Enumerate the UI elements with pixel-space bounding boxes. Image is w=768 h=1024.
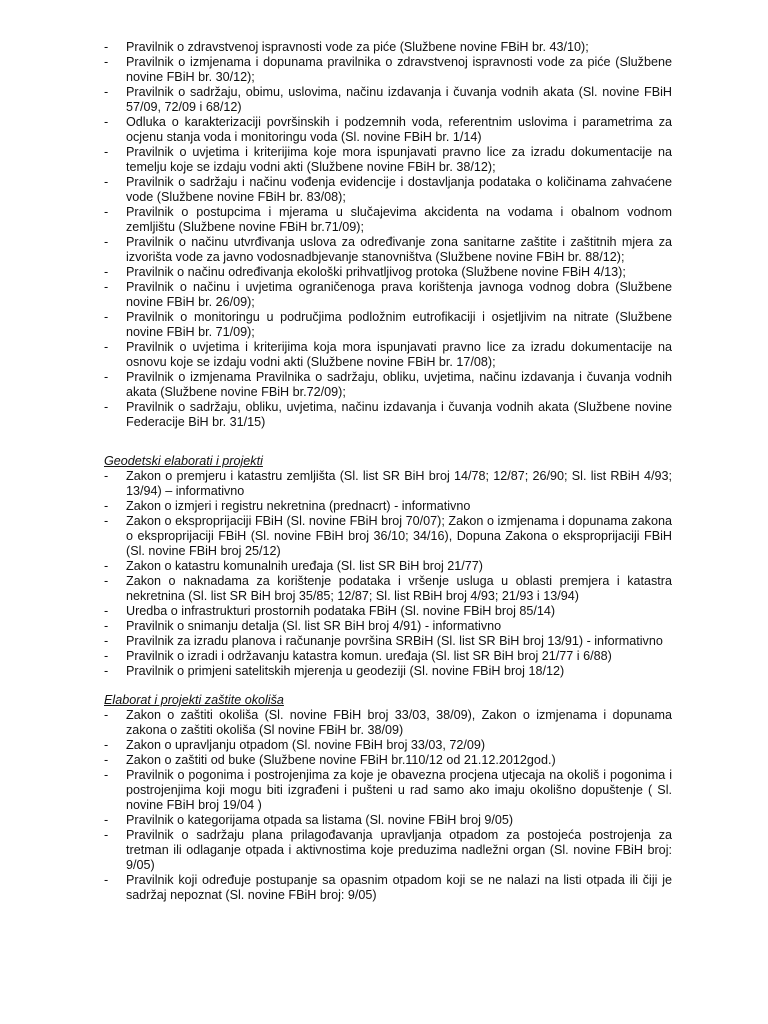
list-item: - Pravilnik o uvjetima i kriterijima koje mora ispunjavati pravno lice za izradu dokumentacije na temelju koje se izdaju vodni akti (Službene novine FBiH br. 38/12);: [104, 145, 672, 175]
list-item: - Pravilnik o pogonima i postrojenjima za koje je obavezna procjena utjecaja na okoliš i pogonima i postrojenjima koji mogu biti izgrađeni i pušteni u rad samo ako imaju okolišno dopuštenje ( Sl. novine FBiH broj 19/04 ): [104, 768, 672, 813]
list-item: - Pravilnik koji određuje postupanje sa opasnim otpadom koji se ne nalazi na listi otpada ili čiji je sadržaj nepoznat (Sl. novine FBiH broj: 9/05): [104, 873, 672, 903]
list-item: - Pravilnik o izradi i održavanju katastra komun. uređaja (Sl. list SR BiH broj 21/77 i 6/88): [104, 649, 672, 664]
list-item: - Pravilnik o sadržaju, obliku, uvjetima, načinu izdavanja i čuvanja vodnih akata (Službene novine Federacije BiH br. 31/15): [104, 400, 672, 430]
list-item: - Pravilnik o primjeni satelitskih mjerenja u geodeziji (Sl. novine FBiH broj 18/12): [104, 664, 672, 679]
list-item: - Zakon o katastru komunalnih uređaja (Sl. list SR BiH broj 21/77): [104, 559, 672, 574]
list-item: - Pravilnik o načinu određivanja ekološki prihvatljivog protoka (Službene novine FBiH 4/13);: [104, 265, 672, 280]
list-item: - Pravilnik o izmjenama i dopunama pravilnika o zdravstvenoj ispravnosti vode za piće (Službene novine FBiH br. 30/12);: [104, 55, 672, 85]
water-regulations-list: [104, 40, 672, 430]
list-item: - Pravilnik o načinu i uvjetima ograničenoga prava korištenja javnoga vodnog dobra (Službene novine FBiH br. 26/09);: [104, 280, 672, 310]
list-item: - Pravilnik o kategorijama otpada sa listama (Sl. novine FBiH broj 9/05): [104, 813, 672, 828]
list-item: - Pravilnik za izradu planova i računanje površina SRBiH (Sl. list SR BiH broj 13/91) - informativno: [104, 634, 672, 649]
list-item: - Pravilnik o monitoringu u područjima podložnim eutrofikaciji i osjetljivim na nitrate (Službene novine FBiH br. 71/09);: [104, 310, 672, 340]
list-item: - Zakon o zaštiti od buke (Službene novine FBiH br.110/12 od 21.12.2012god.): [104, 753, 672, 768]
list-item: - Pravilnik o načinu utvrđivanja uslova za određivanje zona sanitarne zaštite i zaštitnih mjera za izvorišta vode za javno vodosnadbjevanje stanovništva (Službene novine FBiH br. 88/12);: [104, 235, 672, 265]
list-item: - Pravilnik o sadržaju i načinu vođenja evidencije i dostavljanja podataka o količinama zahvaćene vode (Službene novine FBiH br. 83/08);: [104, 175, 672, 205]
list-item: - Pravilnik o uvjetima i kriterijima koja mora ispunjavati pravno lice za izradu dokumentacije na osnovu koje se izdaju vodni akti (Službene novine FBiH br. 17/08);: [104, 340, 672, 370]
list-item: - Uredba o infrastrukturi prostornih podataka FBiH (Sl. novine FBiH broj 85/14): [104, 604, 672, 619]
list-item: - Zakon o upravljanju otpadom (Sl. novine FBiH broj 33/03, 72/09): [104, 738, 672, 753]
section-heading-environment: Elaborat i projekti zaštite okoliša: [104, 693, 284, 707]
list-item: - Odluka o karakterizaciji površinskih i podzemnih voda, referentnim uslovima i parametrima za ocjenu stanja voda i monitoringu voda (Sl. novine FBiH br. 1/14): [104, 115, 672, 145]
list-item: - Pravilnik o zdravstvenoj ispravnosti vode za piće (Službene novine FBiH br. 43/10);: [104, 40, 672, 55]
list-item: - Zakon o naknadama za korištenje podataka i vršenje usluga u oblasti premjera i katastra nekretnina (Sl. list SR BiH broj 35/85; 12/87; Sl. list RBiH broj 4/93; 21/93 i 13/94): [104, 574, 672, 604]
environment-regulations-list: [104, 708, 672, 903]
list-item: - Pravilnik o postupcima i mjerama u slučajevima akcidenta na vodama i obalnom vodnom zemljištu (Službene novine FBiH br.71/09);: [104, 205, 672, 235]
list-item: - Pravilnik o sadržaju, obimu, uslovima, načinu izdavanja i čuvanja vodnih akata (Sl. novine FBiH 57/09, 72/09 i 68/12): [104, 85, 672, 115]
list-item: - Pravilnik o sadržaju plana prilagođavanja upravljanja otpadom za postojeća postrojenja za tretman ili odlaganje otpada i aktivnostima koje preduzima nadležni organ (Sl. novine FBiH broj: 9/05): [104, 828, 672, 873]
list-item: - Zakon o eksproprijaciji FBiH (Sl. novine FBiH broj 70/07); Zakon o izmjenama i dopunama zakona o eksproprijaciji FBiH (Sl. novine FBiH broj 36/10; 34/16), Dopuna Zakona o eksproprijaciji FBiH (Sl. novine FBiH broj 25/12): [104, 514, 672, 559]
geodetic-regulations-list: [104, 469, 672, 679]
list-item: - Zakon o premjeru i katastru zemljišta (Sl. list SR BiH broj 14/78; 12/87; 26/90; Sl. list RBiH 4/93; 13/94) – informativno: [104, 469, 672, 499]
list-item: - Zakon o zaštiti okoliša (Sl. novine FBiH broj 33/03, 38/09), Zakon o izmjenama i dopunama zakona o zaštiti okoliša (Sl novine FBiH br. 38/09): [104, 708, 672, 738]
list-item: - Pravilnik o izmjenama Pravilnika o sadržaju, obliku, uvjetima, načinu izdavanja i čuvanja vodnih akata (Službene novine FBiH br.72/09);: [104, 370, 672, 400]
section-heading-geodetic: Geodetski elaborati i projekti: [104, 454, 263, 468]
list-item: - Pravilnik o snimanju detalja (Sl. list SR BiH broj 4/91) - informativno: [104, 619, 672, 634]
list-item: - Zakon o izmjeri i registru nekretnina (prednacrt) - informativno: [104, 499, 672, 514]
document-page: [104, 40, 672, 903]
